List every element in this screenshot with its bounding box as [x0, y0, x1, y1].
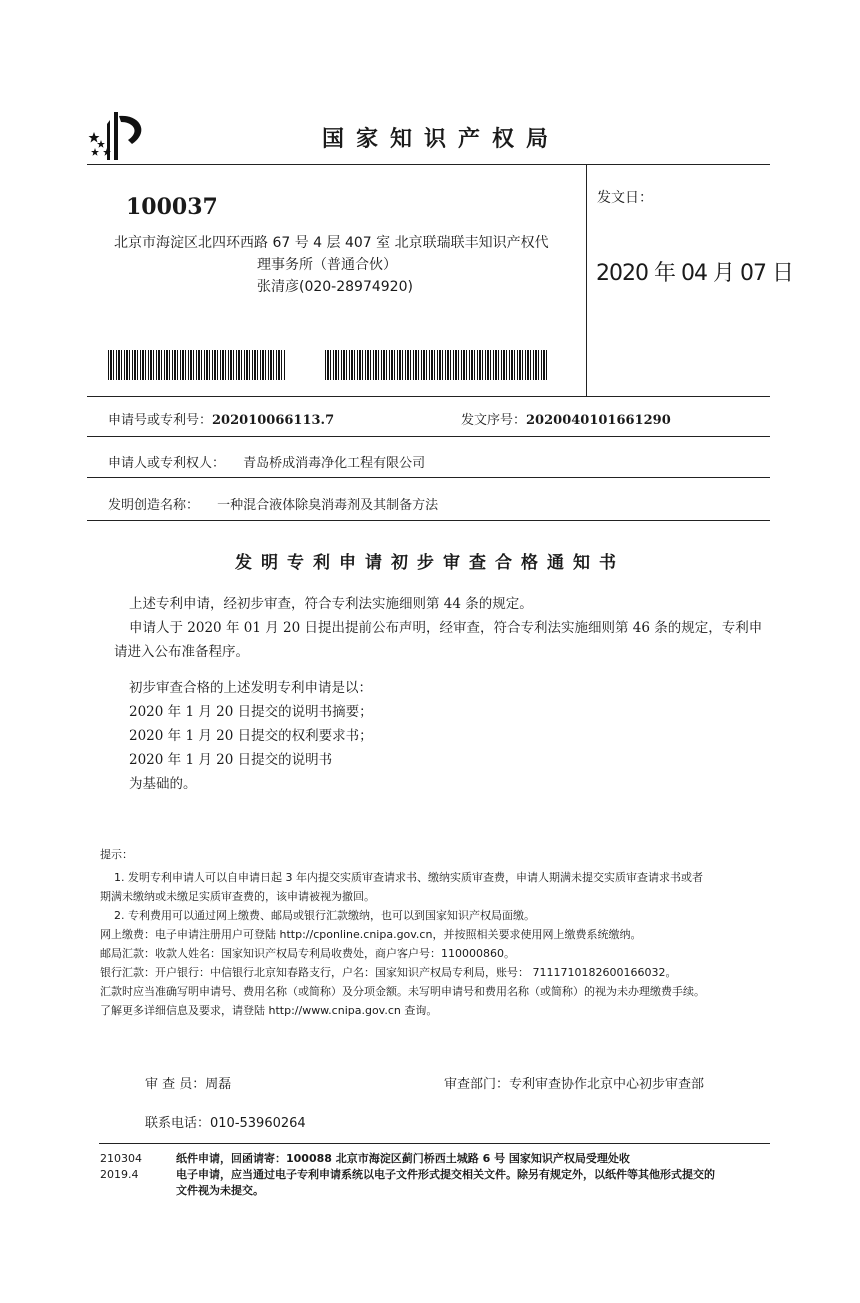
tip-2: 2. 专利费用可以通过网上缴费、邮局或银行汇款缴纳，也可以到国家知识产权局面缴。: [114, 909, 535, 922]
barcode-right: [325, 350, 547, 380]
office-title: 国家知识产权局: [322, 127, 561, 152]
form-code: 210304: [100, 1152, 142, 1165]
contact-phone: 联系电话：010-53960264: [145, 1116, 306, 1131]
tip-remit-note: 汇款时应当准确写明申请号、费用名称（或简称）及分项金额。未写明申请号和费用名称（或简称）的视为未办理缴费手续。: [100, 985, 705, 998]
paragraph-2-line-1: 申请人于 2020 年 01 月 20 日提出提前公布声明，经审查，符合专利法实施细则第 46 条的规定，专利申: [129, 620, 763, 636]
footer-paper-note: 纸件申请，回函请寄：100088 北京市海淀区蓟门桥西土城路 6 号 国家知识产权局受理处收: [176, 1152, 630, 1165]
address-line-1: 北京市海淀区北四环西路 67 号 4 层 407 室 北京联瑞联丰知识产权代: [114, 235, 549, 251]
examiner: 审 查 员：周磊: [145, 1077, 232, 1092]
address-line-2: 理事务所（普通合伙）: [257, 257, 397, 273]
invention-title: 一种混合液体除臭消毒剂及其制备方法: [217, 498, 439, 513]
field-rule-2: [87, 477, 770, 478]
application-number: 202010066113.7: [212, 413, 335, 428]
tip-online-payment: 网上缴费：电子申请注册用户可登陆 http://cponline.cnipa.gov.cn，并按照相关要求使用网上缴费系统缴纳。: [100, 928, 642, 941]
postcode: 100037: [126, 194, 218, 220]
send-date: 2020 年 04 月 07 日: [596, 261, 793, 286]
tip-more-info: 了解更多详细信息及要求，请登陆 http://www.cnipa.gov.cn 查询。: [100, 1004, 438, 1017]
footer-electronic-note-1: 电子申请，应当通过电子专利申请系统以电子文件形式提交相关文件。除另有规定外，以纸件等其他形式提交的: [176, 1168, 715, 1181]
paragraph-1: 上述专利申请，经初步审查，符合专利法实施细则第 44 条的规定。: [129, 596, 533, 612]
header-top-rule: [87, 164, 770, 165]
invention-label: 发明创造名称：: [108, 498, 200, 513]
footer-rule: [99, 1143, 770, 1144]
footer-electronic-note-2: 文件视为未提交。: [176, 1184, 264, 1197]
barcode-left: [108, 350, 286, 380]
basis-item: 2020 年 1 月 20 日提交的说明书: [129, 752, 333, 768]
applicant-label: 申请人或专利权人：: [108, 456, 226, 471]
field-rule-1: [87, 436, 770, 437]
document-number: 2020040101661290: [526, 413, 671, 428]
tip-1-line-1: 1. 发明专利申请人可以自申请日起 3 年内提交实质审查请求书、缴纳实质审查费，申请人期满未提交实质审查请求书或者: [114, 871, 703, 884]
notice-body: [114, 592, 774, 664]
address-line-3: 张清彦(020-28974920): [257, 279, 413, 295]
field-rule-3: [87, 520, 770, 521]
document-number-row: [461, 409, 671, 428]
basis-end: 为基础的。: [129, 776, 197, 792]
tip-1-line-2: 期满未缴纳或未缴足实质审查费的，该申请被视为撤回。: [100, 890, 375, 903]
paragraph-2-line-2: 请进入公布准备程序。: [114, 644, 249, 660]
basis-item: 2020 年 1 月 20 日提交的权利要求书；: [129, 728, 373, 744]
tips-label: 提示：: [100, 848, 133, 861]
applicant-row: [108, 452, 425, 471]
applicant-name: 青岛桥成消毒净化工程有限公司: [243, 456, 426, 471]
invention-row: [108, 494, 438, 513]
header-bottom-rule: [87, 396, 770, 397]
header-divider: [586, 164, 587, 396]
basis-intro: 初步审查合格的上述发明专利申请是以：: [129, 680, 372, 696]
form-version: 2019.4: [100, 1168, 139, 1181]
tip-post-payment: 邮局汇款：收款人姓名：国家知识产权局专利局收费处，商户客户号：110000860。: [100, 947, 515, 960]
tip-bank-payment: 银行汇款：开户银行：中信银行北京知春路支行，户名：国家知识产权局专利局，账号： 7111710182600166032。: [100, 966, 677, 979]
application-number-label: 申请号或专利号：: [108, 413, 213, 428]
document-number-label: 发文序号：: [461, 413, 527, 428]
send-date-label: 发文日：: [597, 190, 653, 206]
application-number-row: [108, 409, 334, 428]
department: 审查部门：专利审查协作北京中心初步审查部: [444, 1077, 705, 1092]
notice-title: 发明专利申请初步审查合格通知书: [235, 553, 625, 573]
cnipa-logo-icon: [88, 110, 150, 162]
tips-section: [100, 845, 790, 1020]
basis-list: [129, 676, 373, 796]
basis-item: 2020 年 1 月 20 日提交的说明书摘要；: [129, 704, 373, 720]
